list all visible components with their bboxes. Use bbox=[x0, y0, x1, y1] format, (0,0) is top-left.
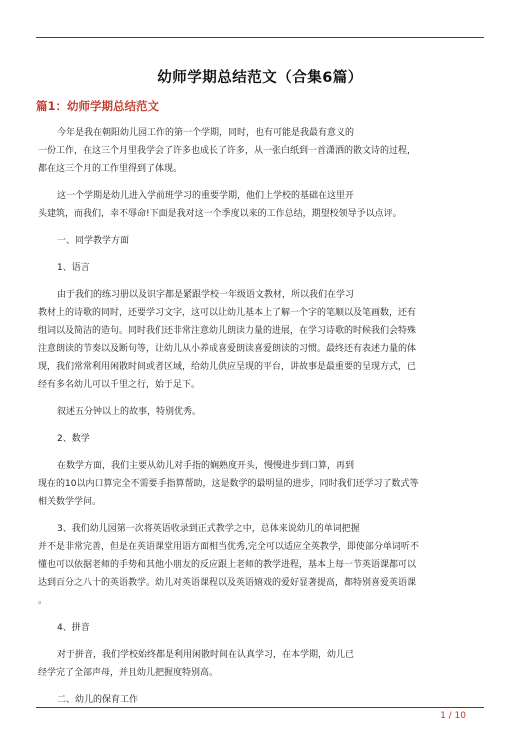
text-line: 3、我们幼儿园第一次将英语收录到正式教学之中，总体来说幼儿的单词把握 bbox=[57, 524, 360, 534]
text-line: 都在这三个月的工作里得到了体现。 bbox=[38, 164, 183, 174]
paragraph bbox=[38, 187, 484, 223]
document-body bbox=[38, 124, 484, 718]
subheading bbox=[38, 232, 484, 250]
header-rule bbox=[36, 37, 484, 38]
text-line: 二、幼儿的保育工作 bbox=[57, 695, 139, 705]
document-title: 幼师学期总结范文（合集6篇） bbox=[157, 70, 363, 86]
subheading bbox=[38, 430, 484, 448]
text-line: 在数学方面，我们主要从幼儿对手指的娴熟度开头，慢慢进步到口算，再到 bbox=[57, 461, 355, 471]
text-line: 组词以及简洁的造句。同时我们还非常注意幼儿朗读力量的进展，在学习诗歌的时候我们会特殊 bbox=[38, 326, 417, 336]
text-line: 叙述五分钟以上的故事，特别优秀。 bbox=[57, 407, 202, 417]
text-line: 这一个学期是幼儿进入学前班学习的重要学期，他们上学校的基础在这里开 bbox=[57, 191, 355, 201]
text-line: 头建筑，而我们，幸不辱命!下面是我对这一个季度以来的工作总结，期望校领导予以点评。 bbox=[38, 209, 402, 219]
text-line: 1、语言 bbox=[57, 263, 90, 273]
text-line: 经有多名幼儿可以千里之行，始于足下。 bbox=[38, 380, 201, 390]
paragraph bbox=[38, 457, 484, 511]
paragraph bbox=[38, 646, 484, 682]
paragraph bbox=[38, 286, 484, 394]
section-heading: 篇1：幼师学期总结范文 bbox=[36, 99, 160, 113]
text-line: 经学完了全部声母，并且幼儿把握度特别高。 bbox=[38, 668, 219, 678]
text-line: 2、数学 bbox=[57, 434, 90, 444]
text-line: 懂也可以依据老师的手势和其他小朋友的反应跟上老师的教学进程，基本上每一节英语课都可以 bbox=[38, 560, 417, 570]
page-number: 1 / 10 bbox=[440, 711, 466, 721]
footer-rule bbox=[36, 707, 484, 708]
text-line: 现在的10以内口算完全不需要手指算帮助，这是数学的最明显的进步，同时我们还学习了数式等 bbox=[38, 479, 419, 489]
text-line: 4、拼音 bbox=[57, 623, 90, 633]
paragraph bbox=[38, 124, 484, 178]
subheading bbox=[38, 259, 484, 277]
text-line: 由于我们的练习册以及识字都是紧跟学校一年级语文教材，所以我们在学习 bbox=[57, 290, 355, 300]
text-line: 一份工作，在这三个月里我学会了许多也成长了许多，从一张白纸到一首潇洒的散文诗的过程， bbox=[38, 146, 417, 156]
text-line: 并不是非常完善，但是在英语课堂用语方面相当优秀,完全可以适应全英教学，即使部分单词听不 bbox=[38, 542, 419, 552]
text-line: 现，我们常常利用闲散时间或者区域，给幼儿供应呈现的平台，讲故事是最重要的呈现方式，已 bbox=[38, 362, 417, 372]
text-line: 一、同学教学方面 bbox=[57, 236, 130, 246]
text-line: 相关数学学问。 bbox=[38, 497, 102, 507]
text-line: 对于拼音，我们学校始终都是利用闲散时间在认真学习，在本学期，幼儿已 bbox=[57, 650, 355, 660]
text-line: 今年是我在朝阳幼儿园工作的第一个学期，同时，也有可能是我最有意义的 bbox=[57, 128, 355, 138]
text-line: 。 bbox=[38, 596, 48, 606]
paragraph bbox=[38, 403, 484, 421]
subheading bbox=[38, 619, 484, 637]
paragraph bbox=[38, 520, 484, 610]
text-line: 注意朗读的节奏以及断句等，让幼儿从小养成喜爱朗读喜爱朗读的习惯。最终还有表述力量的体 bbox=[38, 344, 417, 354]
text-line: 教材上的诗歌的同时，还要学习文字，这可以让幼儿基本上了解一个字的笔顺以及笔画数，还有 bbox=[38, 308, 417, 318]
text-line: 达到百分之八十的英语教学。幼儿对英语课程以及英语嬉戏的爱好显著提高，都特别喜爱英语课 bbox=[38, 578, 417, 588]
